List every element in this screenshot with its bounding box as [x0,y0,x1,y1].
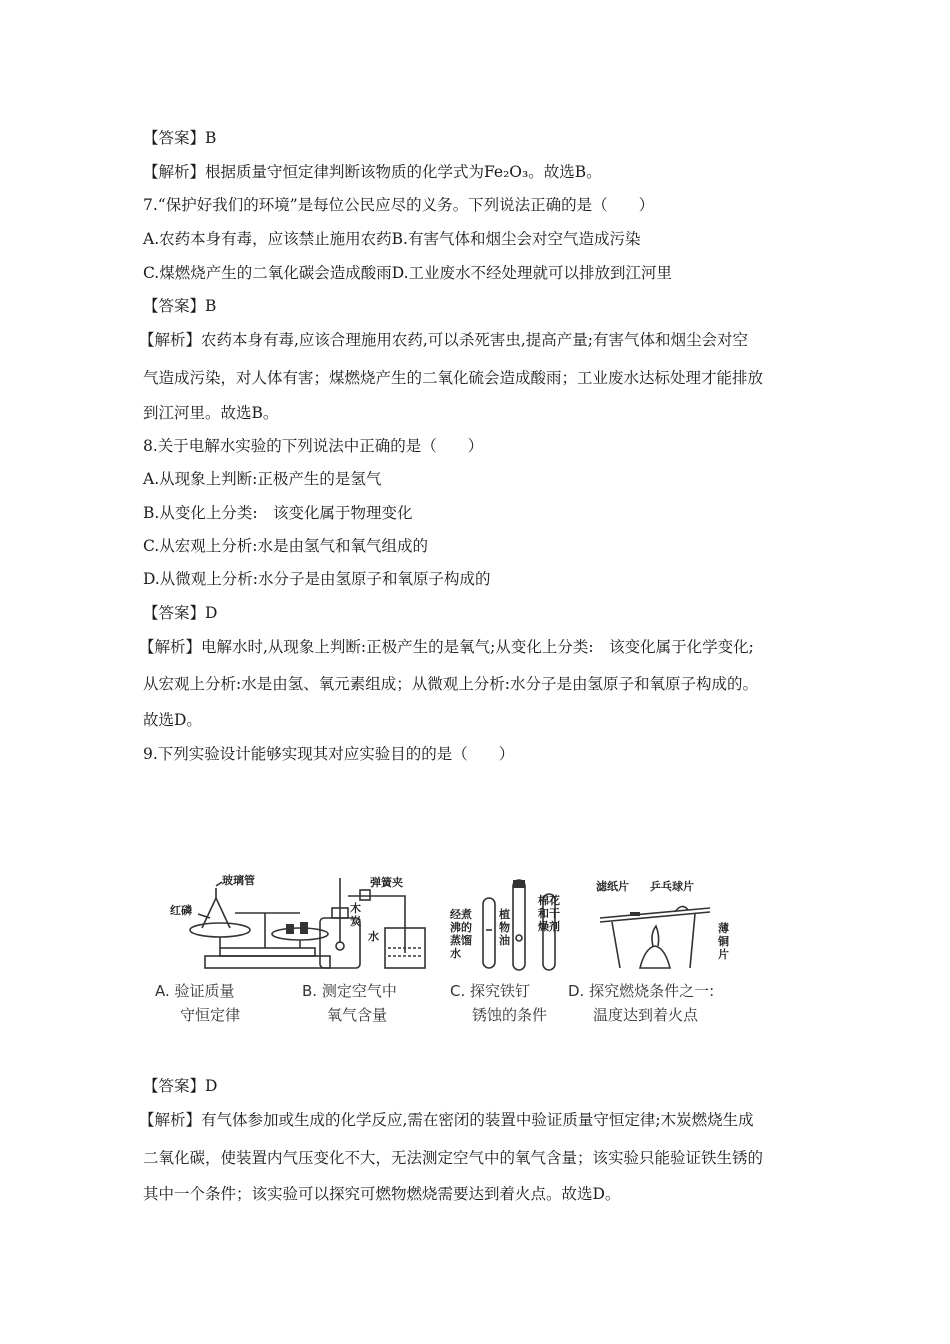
question-7-options-ab: A.农药本身有毒，应该禁止施用农药B.有害气体和烟尘会对空气造成污染 [143,230,641,248]
caption-d: 温度达到着火点 [593,1006,699,1024]
caption-c: 锈蚀的条件 [472,1006,548,1024]
label-spring-clip: 弹簧夹 [370,876,403,889]
label-copper-sheet: 薄 [718,922,729,935]
label-vegetable-oil: 植 [499,908,510,921]
explanation-text: 【解析】有气体参加或生成的化学反应,需在密闭的装置中验证质量守恒定律;木炭燃烧生成 [139,1111,754,1129]
question-8-option-a: A.从现象上判断:正极产生的是氢气 [143,470,382,488]
label-boiled-water: 蒸馏 [450,934,472,947]
label-water: 水 [368,930,379,943]
caption-a: 守恒定律 [180,1006,241,1024]
label-cotton-desiccant: 和干 [538,907,560,920]
experiment-figure [150,868,750,1040]
bottle-beaker-apparatus [320,875,425,968]
answer-label: 【答案】B [143,129,217,147]
experiment-diagram [150,868,750,1040]
question-8-option-b: B.从变化上分类: 该变化属于物理变化 [143,504,413,522]
label-pingpong: 乒乓球片 [650,880,694,893]
explanation-text: 【解析】电解水时,从现象上判断:正极产生的是氧气;从变化上分类: 该变化属于化学变化; [139,638,754,656]
answer-label: 【答案】B [143,297,217,315]
explanation-text: 【解析】农药本身有毒,应该合理施用农药,可以杀死害虫,提高产量;有害气体和烟尘会对空 [139,331,749,349]
explanation-text: 二氧化碳，使装置内气压变化不大，无法测定空气中的氧气含量；该实验只能验证铁生锈的 [143,1149,764,1167]
label-boiled-water: 水 [450,947,461,960]
caption-b: B. 测定空气中 [302,982,397,1000]
explanation-text: 其中一个条件；该实验可以探究可燃物燃烧需要达到着火点。故选D。 [143,1185,621,1203]
caption-b: 氧气含量 [327,1006,388,1024]
question-9: 9.下列实验设计能够实现其对应实验目的的是（ ） [143,745,515,763]
label-copper-sheet: 铜 [718,935,729,948]
question-8-option-c: C.从宏观上分析:水是由氢气和氧气组成的 [143,537,428,555]
label-vegetable-oil: 油 [499,934,510,947]
label-cotton-desiccant: 棉花 [538,894,560,907]
question-8: 8.关于电解水实验的下列说法中正确的是（ ） [143,437,484,455]
explanation-text: 从宏观上分析:水是由氢、氧元素组成；从微观上分析:水分子是由氢原子和氧原子构成的。 [143,675,758,693]
test-tubes-apparatus [450,880,560,970]
explanation-text: 【解析】根据质量守恒定律判断该物质的化学式为Fe₂O₃。故选B。 [143,163,602,181]
caption-c: C. 探究铁钉 [450,982,531,1000]
caption-d: D. 探究燃烧条件之一: [568,982,715,1000]
label-charcoal: 木 [350,902,361,915]
answer-label: 【答案】D [143,604,218,622]
caption-a: A. 验证质量 [155,982,235,1000]
question-8-option-d: D.从微观上分析:水分子是由氢原子和氧原子构成的 [143,570,491,588]
explanation-text: 故选D。 [143,711,202,729]
label-boiled-water: 经煮 [450,908,472,921]
question-7: 7.“保护好我们的环境”是每位公民应尽的义务。下列说法正确的是（ ） [143,196,655,214]
label-red-phosphorus: 红磷 [170,904,192,917]
copper-sheet-apparatus [596,879,729,968]
label-filter-paper: 滤纸片 [596,880,629,893]
balance-apparatus [170,873,330,968]
explanation-text: 到江河里。故选B。 [143,404,279,422]
label-glass-tube: 玻璃管 [222,874,255,887]
answer-label: 【答案】D [143,1077,218,1095]
label-charcoal: 炭 [350,915,361,928]
label-boiled-water: 沸的 [450,921,472,934]
label-cotton-desiccant: 燥剂 [538,920,560,933]
label-copper-sheet: 片 [718,948,729,961]
explanation-text: 气造成污染，对人体有害；煤燃烧产生的二氧化硫会造成酸雨；工业废水达标处理才能排放 [143,369,764,387]
question-7-options-cd: C.煤燃烧产生的二氧化碳会造成酸雨D.工业废水不经处理就可以排放到江河里 [143,264,673,282]
label-vegetable-oil: 物 [499,921,510,934]
